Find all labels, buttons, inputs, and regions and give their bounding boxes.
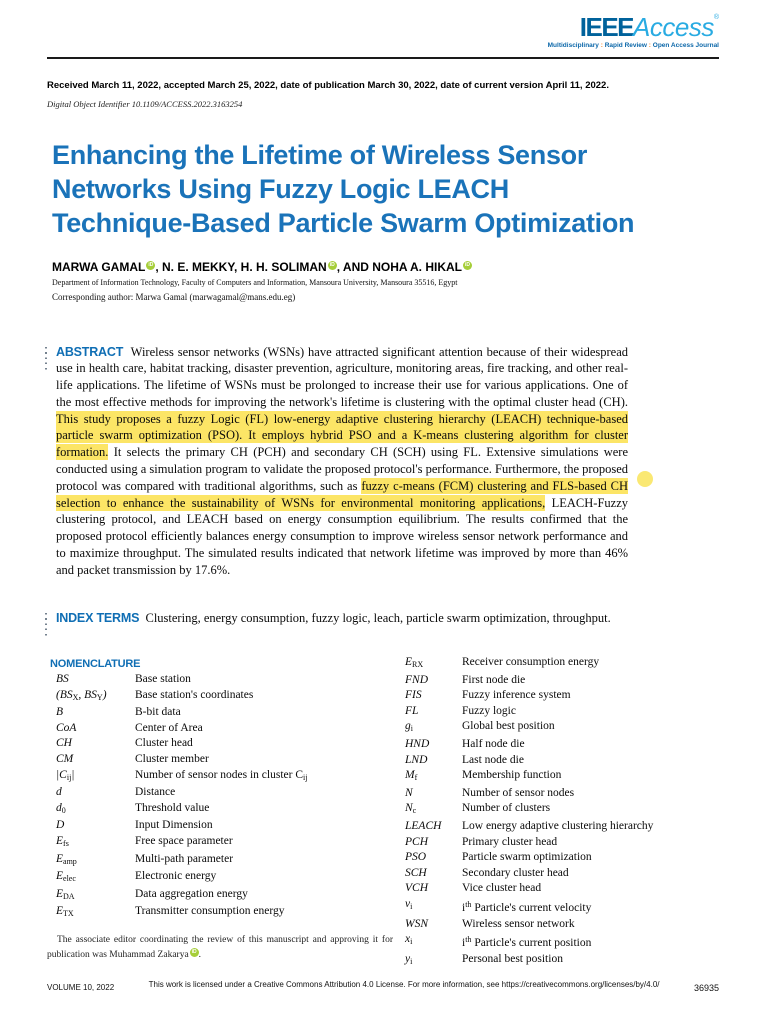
nomenclature-row — [405, 655, 705, 673]
nomenclature-definition: Number of sensor nodes in cluster $C_{ij}$ — [135, 768, 308, 782]
nomenclature-symbol: FIS — [405, 689, 422, 702]
nomenclature-definition: Cluster head — [135, 737, 193, 750]
index-terms-dotbar — [45, 613, 47, 637]
nomenclature-row — [56, 801, 386, 819]
footnote-text: The associate editor coordinating the review of this manuscript and approving it for publication was Muhammad Zakarya — [47, 935, 393, 961]
orcid-icon[interactable]: iD — [191, 949, 197, 955]
registered-mark: ® — [713, 14, 719, 21]
nomenclature-row — [56, 688, 386, 706]
associate-editor-footnote: The associate editor coordinating the review of this manuscript and approving it for publication was Muhammad Zakarya iD . — [47, 935, 393, 961]
nomenclature-definition: Primary cluster head — [462, 835, 558, 848]
page-number: 36935 — [693, 983, 719, 993]
abstract-text-segment: Wireless sensor networks (WSNs) have attracted significant attention because of their widespread use in health care, habitat tracking, disaster prevention, agriculture, monitoring areas, fire tracking, and other real-life applications. The lifetime of WSNs must be prolonged to increase their use for various applications. One of the most effective methods for improving the network's lifetime is clustering with the optimal cluster head (CH). — [56, 344, 628, 409]
nomenclature-definition: Global best position — [462, 720, 555, 733]
nomenclature-row — [405, 952, 705, 970]
nomenclature-symbol: $E_{fs}$ — [56, 834, 69, 848]
nomenclature-row — [56, 785, 386, 801]
access-logo-text: Access — [633, 12, 714, 42]
authors-line: MARWA GAMAL iD , N. E. MEKKY, H. H. SOLIMAN iD , AND NOHA A. HIKAL iD — [52, 260, 471, 274]
nomenclature-symbol: CM — [56, 752, 74, 765]
nomenclature-row — [405, 768, 705, 786]
nomenclature-definition: Particle swarm optimization — [462, 851, 592, 864]
nomenclature-definition: Input Dimension — [135, 819, 213, 832]
nomenclature-symbol: N — [405, 786, 413, 799]
nomenclature-definition: Half node die — [462, 737, 525, 750]
nomenclature-symbol: $x_i$ — [405, 933, 413, 947]
affiliation-line: Department of Information Technology, Faculty of Computers and Information, Mansoura University, Mansoura 35516, Egypt — [52, 278, 458, 287]
nomenclature-symbol: d — [56, 786, 62, 799]
doi-line: Digital Object Identifier 10.1109/ACCESS.2022.3163254 — [47, 99, 243, 109]
nomenclature-row — [405, 753, 705, 769]
ieee-logo-text: IEEE — [579, 12, 634, 42]
nomenclature-row — [405, 881, 705, 897]
nomenclature-definition: Vice cluster head — [462, 882, 542, 895]
nomenclature-definition: $i^{th}$ Particle's current velocity — [462, 899, 592, 914]
abstract-text-segment: LEACH-Fuzzy clustering protocol, and LEACH based on energy consumption equilibrium. The results confirmed that the proposed protocol efficiently balances energy consumption to improve wireless sensor network performance and to maximize throughput. The simulated results indicated that network lifetime was improved by more than 46% and packet transmission by 17.6%. — [56, 495, 628, 577]
nomenclature-definition: Fuzzy inference system — [462, 689, 571, 702]
nomenclature-definition: Wireless sensor network — [462, 917, 575, 930]
nomenclature-row — [56, 834, 386, 852]
nomenclature-definition: First node die — [462, 673, 526, 686]
nomenclature-row — [405, 897, 705, 917]
nomenclature-symbol: $E_{elec}$ — [56, 870, 76, 884]
nomenclature-symbol: FND — [405, 673, 428, 686]
nomenclature-row — [405, 801, 705, 819]
nomenclature-symbol: FL — [405, 704, 419, 717]
nomenclature-definition: Data aggregation energy — [135, 887, 248, 900]
abstract-text-segment: fuzzy c-means (FCM) clustering and FLS-based CH selection to enhance the sustainability of WSNs for environmental monitoring applications, — [56, 478, 629, 510]
paper-title: Enhancing the Lifetime of Wireless Sensor Networks Using Fuzzy Logic LEACH Technique-Based Particle Swarm Optimization — [52, 140, 635, 238]
nomenclature-row — [56, 887, 386, 905]
nomenclature-row — [56, 736, 386, 752]
orcid-icon[interactable]: iD — [329, 262, 335, 268]
nomenclature-symbol: LEACH — [405, 819, 442, 832]
nomenclature-symbol: CH — [56, 737, 72, 750]
nomenclature-row — [56, 705, 386, 721]
volume-label: VOLUME 10, 2022 — [47, 983, 115, 992]
abstract-paragraph — [56, 344, 628, 579]
nomenclature-symbol: D — [56, 819, 65, 832]
nomenclature-definition: Last node die — [462, 753, 524, 766]
nomenclature-symbol: $|C_{ij}|$ — [56, 768, 75, 782]
nomenclature-row — [405, 786, 705, 802]
abstract-label: ABSTRACT — [56, 344, 124, 359]
journal-tagline: Multidisciplinary : Rapid Review : Open Access Journal — [547, 42, 719, 49]
nomenclature-definition: Base station's coordinates — [135, 688, 254, 701]
nomenclature-row — [405, 704, 705, 720]
nomenclature-row — [405, 835, 705, 851]
nomenclature-definition: Electronic energy — [135, 870, 217, 883]
index-terms-label: INDEX TERMS — [56, 610, 140, 625]
nomenclature-row — [405, 719, 705, 737]
nomenclature-right-column — [405, 655, 705, 969]
nomenclature-row — [405, 866, 705, 882]
nomenclature-symbol: $d_0$ — [56, 801, 66, 815]
abstract-text-segment: It selects the primary CH (PCH) and secondary CH (SCH) using FL. Extensive simulations were conducted using a simulation program to validate the proposed protocol's performance. Furthermore, the proposed protocol was compared with traditional algorithms, such as — [56, 445, 628, 493]
nomenclature-symbol: ($BS_X$, $BS_Y$) — [56, 688, 107, 702]
nomenclature-row — [56, 672, 386, 688]
corresponding-author-line: Corresponding author: Marwa Gamal (marwagamal@mans.edu.eg) — [52, 292, 296, 302]
nomenclature-row — [405, 819, 705, 835]
nomenclature-definition: Secondary cluster head — [462, 866, 569, 879]
nomenclature-definition: Multi-path parameter — [135, 852, 234, 865]
nomenclature-definition: $i^{th}$ Particle's current position — [462, 935, 592, 950]
tagline-separator: : — [648, 42, 651, 49]
header-rule — [47, 57, 719, 59]
nomenclature-definition: Distance — [135, 786, 176, 799]
nomenclature-definition: Base station — [135, 673, 191, 685]
nomenclature-row — [56, 818, 386, 834]
page-footer — [47, 980, 719, 993]
highlighter-blob — [637, 471, 653, 487]
nomenclature-definition: Receiver consumption energy — [462, 656, 600, 668]
nomenclature-row — [405, 673, 705, 689]
nomenclature-symbol: B — [56, 706, 64, 719]
abstract-text-segment: This study proposes a fuzzy Logic (FL) low-energy adaptive clustering hierarchy (LEACH) technique-based particle swarm optimization (PSO). It employs hybrid PSO and a K-means clustering algorithm for cluster formation. — [56, 411, 628, 460]
tagline-separator: : — [600, 42, 603, 49]
nomenclature-symbol: $E_{amp}$ — [56, 852, 77, 866]
nomenclature-symbol: $E_{TX}$ — [56, 905, 74, 919]
license-text: This work is licensed under a Creative Commons Attribution 4.0 License. For more information, see https://creativecommons.org/licenses/by/4.0/ — [148, 980, 660, 989]
ieee-access-logo — [548, 14, 719, 40]
nomenclature-symbol: $N_c$ — [405, 802, 417, 816]
nomenclature-symbol: $M_f$ — [405, 769, 418, 783]
nomenclature-symbol: CoA — [56, 721, 77, 734]
nomenclature-definition: Number of sensor nodes — [462, 786, 575, 799]
orcid-icon[interactable]: iD — [148, 262, 154, 268]
nomenclature-row — [405, 850, 705, 866]
nomenclature-row — [405, 737, 705, 753]
nomenclature-definition: Free space parameter — [135, 834, 233, 847]
nomenclature-definition: Fuzzy logic — [462, 704, 516, 717]
nomenclature-symbol: WSN — [405, 917, 428, 930]
abstract-dotbar — [45, 347, 47, 371]
nomenclature-symbol: SCH — [405, 866, 427, 879]
nomenclature-definition: Membership function — [462, 769, 562, 782]
nomenclature-definition: Low energy adaptive clustering hierarchy — [462, 819, 654, 832]
nomenclature-row — [56, 768, 386, 786]
nomenclature-symbol: PCH — [405, 835, 428, 848]
nomenclature-row — [56, 904, 386, 922]
nomenclature-definition: Personal best position — [462, 952, 563, 965]
index-terms-paragraph — [56, 610, 628, 627]
nomenclature-definition: Threshold value — [135, 801, 210, 814]
nomenclature-symbol: VCH — [405, 882, 428, 895]
nomenclature-symbol: $y_i$ — [405, 952, 413, 966]
nomenclature-row — [56, 721, 386, 737]
nomenclature-definition: Transmitter consumption energy — [135, 905, 285, 918]
nomenclature-definition: Center of Area — [135, 721, 203, 734]
nomenclature-definition: Cluster member — [135, 752, 209, 765]
nomenclature-row — [405, 932, 705, 952]
index-terms-text: Clustering, energy consumption, fuzzy logic, leach, particle swarm optimization, throughput. — [145, 610, 611, 625]
nomenclature-symbol: $E_{RX}$ — [405, 656, 424, 669]
received-dates-line: Received March 11, 2022, accepted March 25, 2022, date of publication March 30, 2022, date of current version April 11, 2022. — [47, 80, 609, 91]
nomenclature-symbol: $v_i$ — [405, 897, 413, 911]
nomenclature-definition: Number of clusters — [462, 802, 551, 815]
nomenclature-symbol: PSO — [405, 851, 427, 864]
nomenclature-row — [56, 752, 386, 768]
nomenclature-symbol: BS — [56, 673, 69, 685]
nomenclature-heading: NOMENCLATURE — [50, 658, 141, 670]
nomenclature-symbol: $g_i$ — [405, 720, 413, 734]
nomenclature-left-column — [56, 672, 386, 922]
nomenclature-symbol: LND — [405, 753, 428, 766]
journal-masthead — [548, 14, 719, 49]
nomenclature-symbol: $E_{DA}$ — [56, 887, 75, 901]
nomenclature-row — [405, 917, 705, 933]
nomenclature-row — [56, 869, 386, 887]
nomenclature-definition: B-bit data — [135, 706, 181, 719]
nomenclature-symbol: HND — [405, 737, 430, 750]
orcid-icon[interactable]: iD — [465, 262, 471, 268]
nomenclature-row — [405, 688, 705, 704]
nomenclature-row — [56, 852, 386, 870]
